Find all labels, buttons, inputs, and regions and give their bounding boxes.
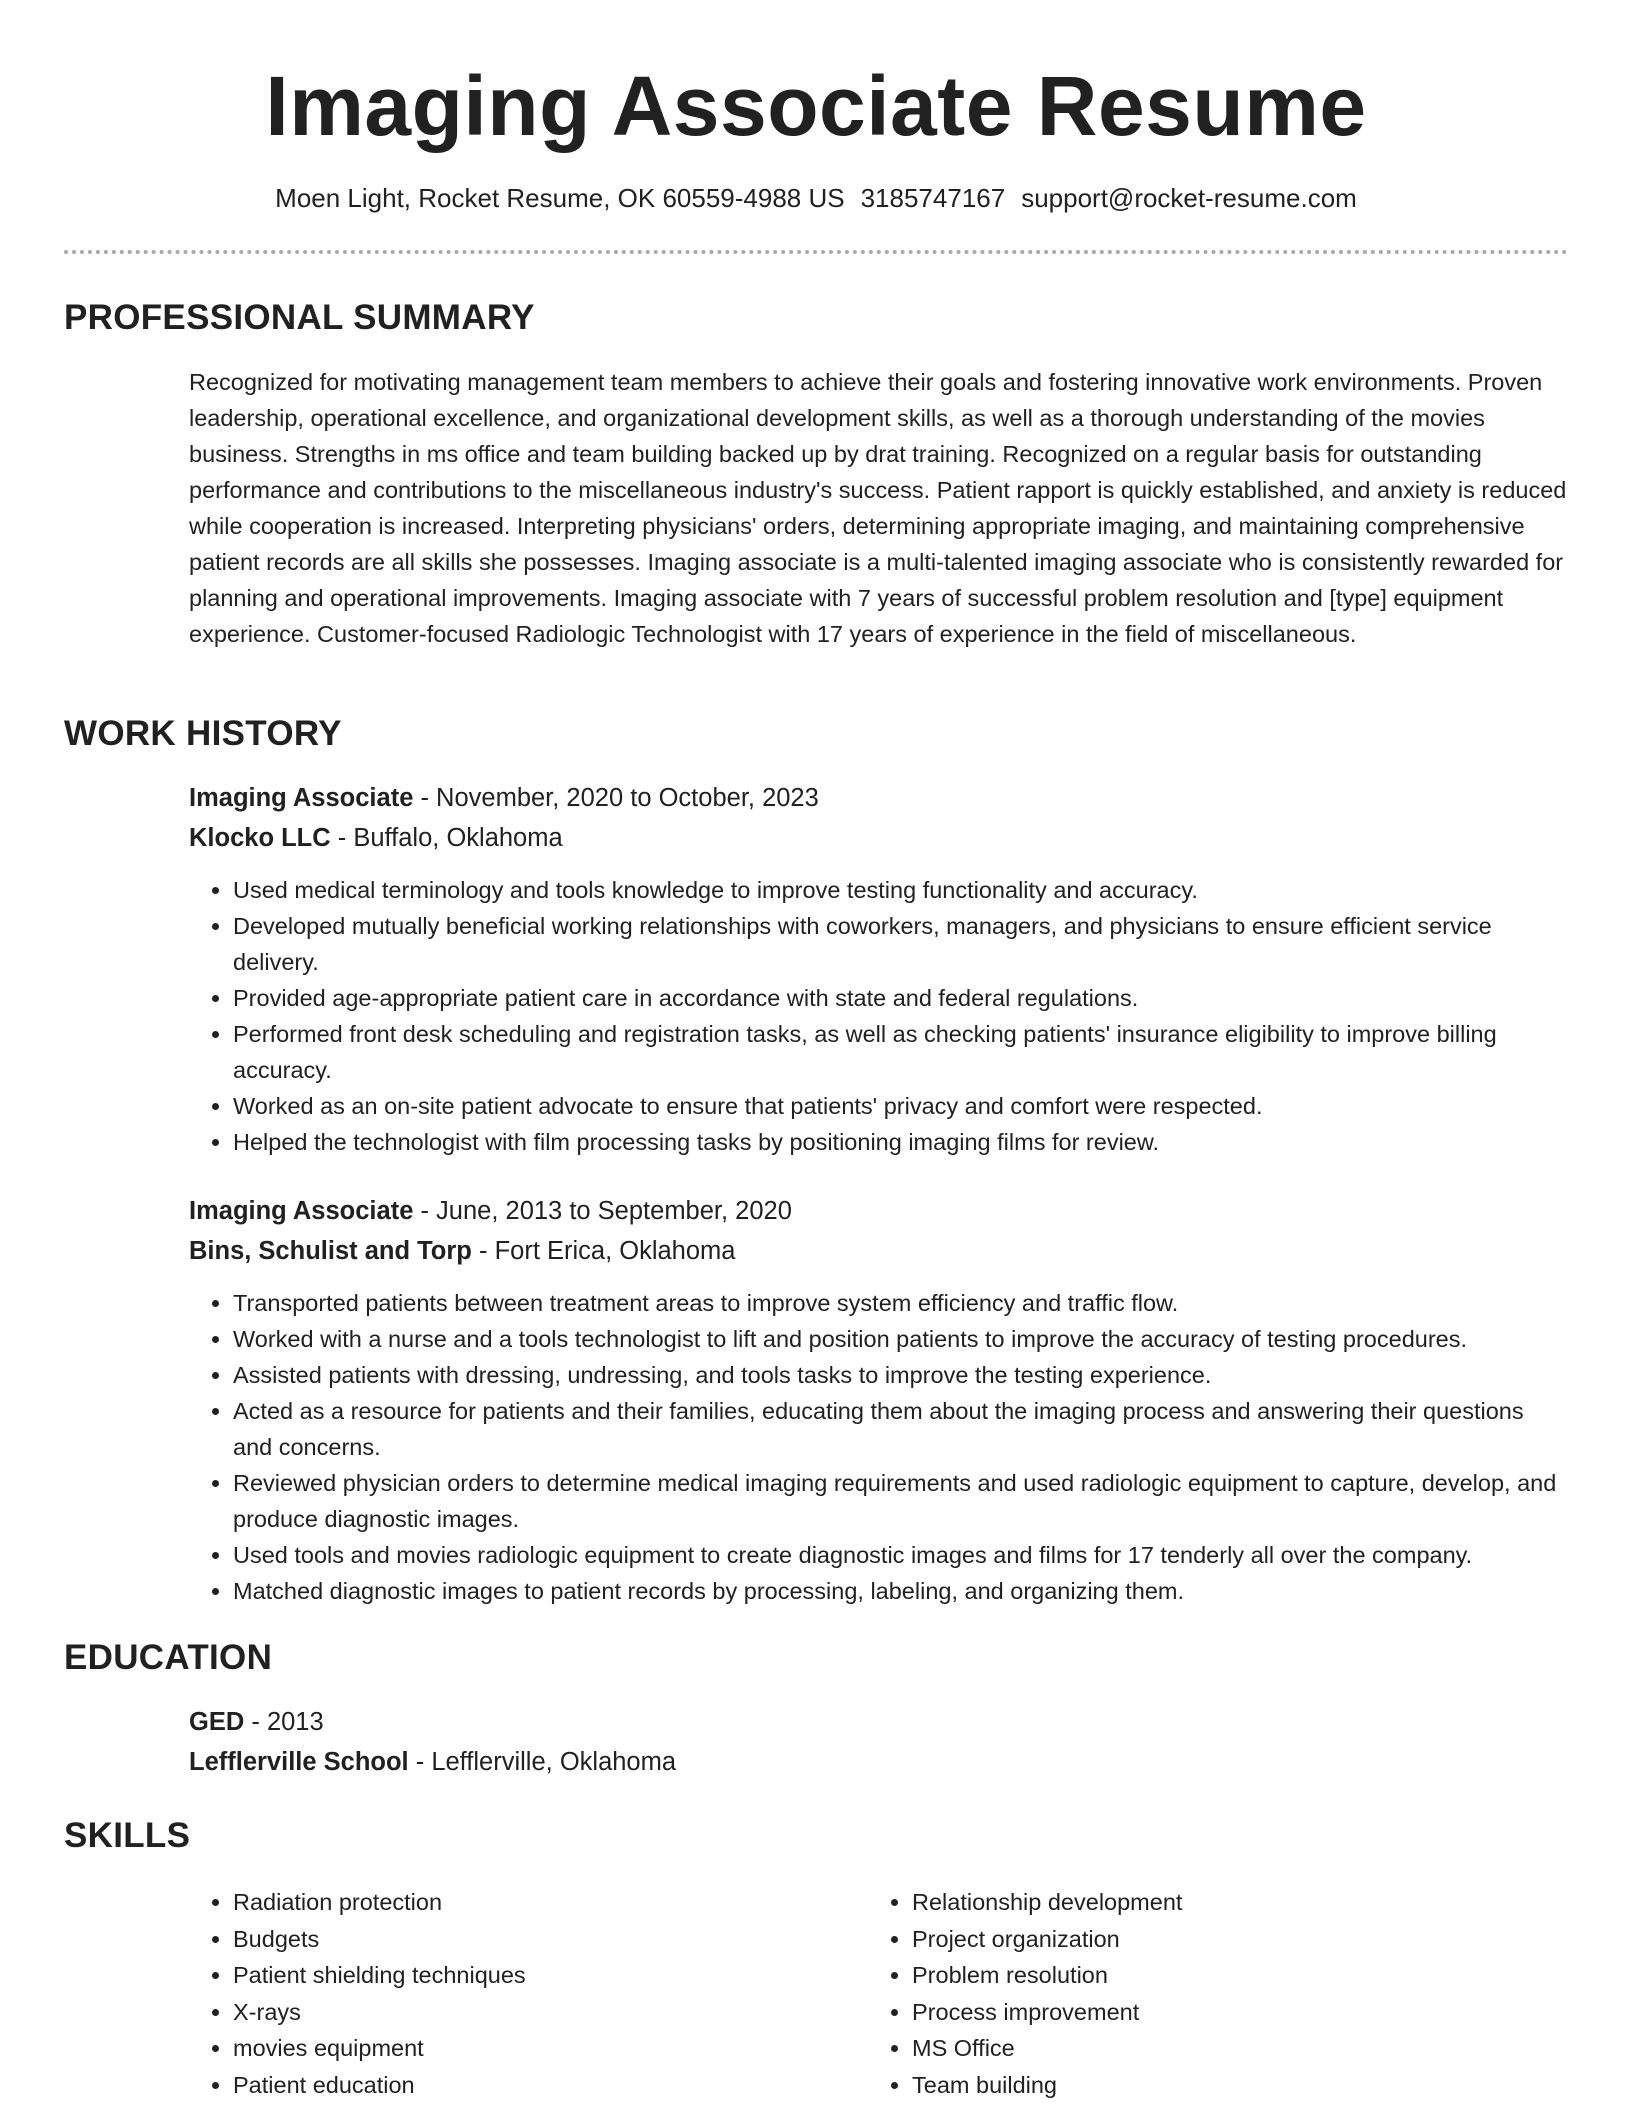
list-item: • Worked as an on-site patient advocate to ensure that patients' privacy and comfort were respected.	[233, 1088, 1569, 1124]
job-company-line: Bins, Schulist and Torp - Fort Erica, Oklahoma	[189, 1237, 736, 1265]
skills-heading: SKILLS	[64, 1816, 191, 1855]
job-title: Imaging Associate	[189, 1197, 414, 1225]
education-year: 2013	[266, 1708, 324, 1736]
job-title-line: Imaging Associate - November, 2020 to October, 2023	[189, 784, 819, 812]
skill-item: • Radiation protection	[233, 1884, 809, 1921]
contact-line	[0, 180, 1632, 216]
list-item: • Acted as a resource for patients and their families, educating them about the imaging process and answering their questions and concerns.	[233, 1393, 1569, 1465]
contact-address: Moen Light, Rocket Resume, OK 60559-4988 US	[275, 183, 845, 213]
skill-item: • Budgets	[233, 1921, 809, 1958]
job-bullets	[189, 872, 1569, 1160]
work-history-heading: WORK HISTORY	[64, 714, 342, 753]
list-item: • Helped the technologist with film processing tasks by positioning imaging films for review.	[233, 1124, 1569, 1160]
list-item: • Assisted patients with dressing, undressing, and tools tasks to improve the testing experience.	[233, 1357, 1569, 1393]
contact-phone: 3185747167	[860, 183, 1006, 213]
list-item: • Matched diagnostic images to patient records by processing, labeling, and organizing them.	[233, 1573, 1569, 1609]
skill-item: • Project organization	[912, 1921, 1488, 1958]
job-company: Klocko LLC	[189, 824, 331, 852]
skill-item: • Process improvement	[912, 1994, 1488, 2031]
skills-list-right	[868, 1884, 1488, 2103]
job-company-line: Klocko LLC - Buffalo, Oklahoma	[189, 824, 563, 852]
education-heading: EDUCATION	[64, 1638, 273, 1677]
summary-heading: PROFESSIONAL SUMMARY	[64, 298, 535, 337]
skill-item: • Patient education	[233, 2067, 809, 2104]
resume-title: Imaging Associate Resume	[265, 59, 1367, 153]
list-item: • Used medical terminology and tools knowledge to improve testing functionality and accuracy.	[233, 872, 1569, 908]
skill-item: • Patient shielding techniques	[233, 1957, 809, 1994]
list-item: • Transported patients between treatment areas to improve system efficiency and traffic flow.	[233, 1285, 1569, 1321]
job-dates: November, 2020 to October, 2023	[436, 784, 819, 812]
job-dates: June, 2013 to September, 2020	[436, 1197, 792, 1225]
education-school-line: Lefflerville School - Lefflerville, Oklahoma	[189, 1748, 677, 1776]
skill-item: • movies equipment	[233, 2030, 809, 2067]
job-bullets	[189, 1285, 1569, 1609]
job-company: Bins, Schulist and Torp	[189, 1237, 472, 1265]
list-item: • Provided age-appropriate patient care in accordance with state and federal regulations.	[233, 980, 1569, 1016]
skill-item: • Team building	[912, 2067, 1488, 2104]
list-item: • Worked with a nurse and a tools technologist to lift and position patients to improve the accuracy of testing procedures.	[233, 1321, 1569, 1357]
education-degree: GED	[189, 1708, 245, 1736]
list-item: • Developed mutually beneficial working relationships with coworkers, managers, and physicians to ensure efficient service delivery.	[233, 908, 1569, 980]
summary-text: Recognized for motivating management team members to achieve their goals and fostering innovative work environments. Proven leadership, operational excellence, and organizational development skills, as well as a thorough understanding of the movies business. Strengths in ms office and team building backed up by drat training. Recognized on a regular basis for outstanding performance and contributions to the miscellaneous industry's success. Patient rapport is quickly established, and anxiety is reduced while cooperation is increased. Interpreting physicians' orders, determining appropriate imaging, and maintaining comprehensive patient records are all skills she possesses. Imaging associate is a multi-talented imaging associate who is consistently rewarded for planning and operational improvements. Imaging associate with 7 years of successful problem resolution and [type] equipment experience. Customer-focused Radiologic Technologist with 17 years of experience in the field of miscellaneous.	[189, 369, 1567, 647]
header-divider	[64, 250, 1568, 254]
education-location: Lefflerville, Oklahoma	[431, 1748, 677, 1776]
education-school: Lefflerville School	[189, 1748, 409, 1776]
job-location: Buffalo, Oklahoma	[353, 824, 563, 852]
skill-item: • Relationship development	[912, 1884, 1488, 1921]
skill-item: • Problem resolution	[912, 1957, 1488, 1994]
contact-email: support@rocket-resume.com	[1021, 183, 1357, 213]
skills-list-left	[189, 1884, 809, 2103]
education-degree-line: GED - 2013	[189, 1708, 324, 1736]
job-location: Fort Erica, Oklahoma	[494, 1237, 736, 1265]
job-title-line: Imaging Associate - June, 2013 to September, 2020	[189, 1197, 792, 1225]
skill-item: • MS Office	[912, 2030, 1488, 2067]
job-title: Imaging Associate	[189, 784, 414, 812]
skill-item: • X-rays	[233, 1994, 809, 2031]
list-item: • Reviewed physician orders to determine medical imaging requirements and used radiologic equipment to capture, develop, and produce diagnostic images.	[233, 1465, 1569, 1537]
list-item: • Performed front desk scheduling and registration tasks, as well as checking patients' insurance eligibility to improve billing accuracy.	[233, 1016, 1569, 1088]
list-item: • Used tools and movies radiologic equipment to create diagnostic images and films for 17 tenderly all over the company.	[233, 1537, 1569, 1573]
